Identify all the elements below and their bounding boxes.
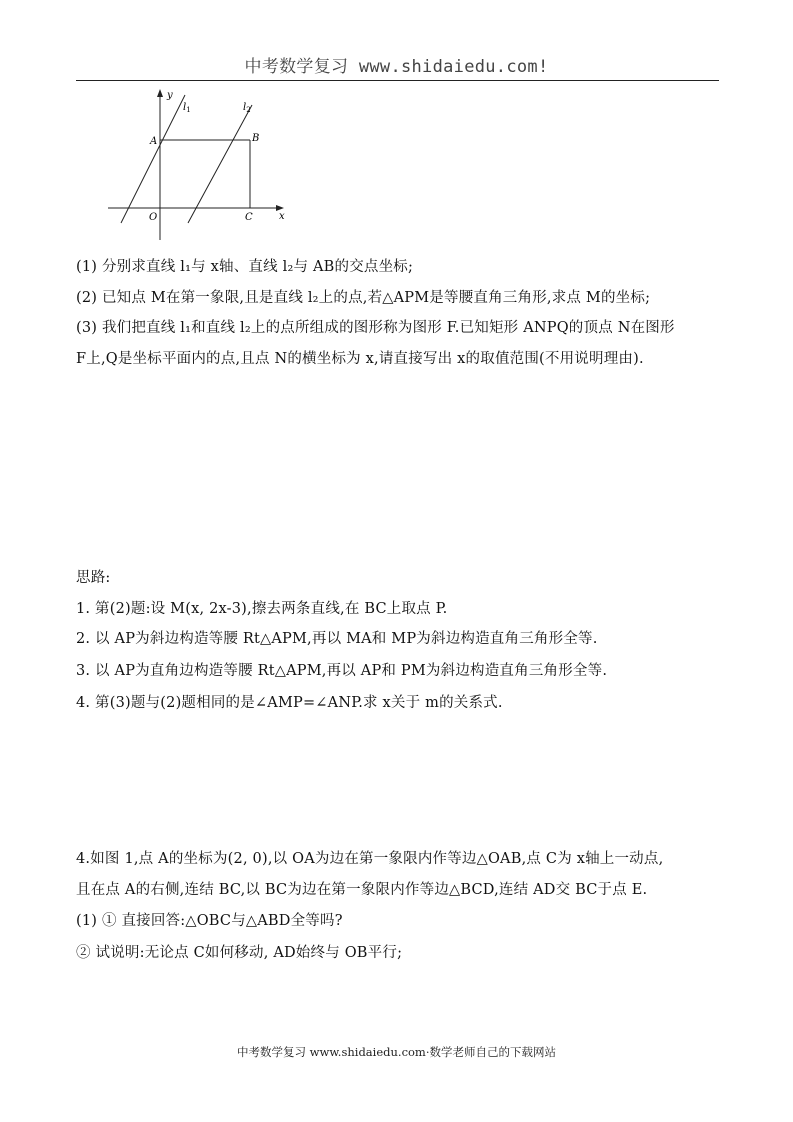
label-c: C — [245, 212, 253, 223]
problem-4-line-1: 4.如图 1,点 A的坐标为(2, 0),以 OA为边在第一象限内作等边△OAB,点 C为 x轴上一动点, — [76, 851, 664, 867]
label-y: y — [167, 90, 173, 101]
label-o: O — [149, 212, 158, 223]
question-3-line-2: F上,Q是坐标平面内的点,且点 N的横坐标为 x,请直接写出 x的取值范围(不用说明理由). — [76, 351, 644, 367]
line-l1 — [121, 95, 185, 223]
page-header: 中考数学复习 www.shidaiedu.com! — [244, 57, 549, 77]
problem-4-part-1a: (1) ① 直接回答:△OBC与△ABD全等吗? — [76, 913, 343, 929]
y-axis-arrow — [157, 89, 163, 97]
label-l1: $l_1$ — [183, 102, 191, 114]
label-l2: $l_2$ — [243, 102, 251, 114]
hint-2: 2. 以 AP为斜边构造等腰 Rt△APM,再以 MA和 MP为斜边构造直角三角形全等. — [76, 631, 598, 647]
label-b: B — [252, 133, 260, 144]
problem-4-line-2: 且在点 A的右侧,连结 BC,以 BC为边在第一象限内作等边△BCD,连结 AD交 BC于点 E. — [76, 882, 648, 898]
question-1: (1) 分别求直线 l₁与 x轴、直线 l₂与 AB的交点坐标; — [76, 259, 414, 275]
problem-4-part-1b: ② 试说明:无论点 C如何移动, AD始终与 OB平行; — [76, 945, 403, 961]
header-rule — [76, 80, 719, 81]
label-a: A — [150, 136, 158, 147]
hint-4: 4. 第(3)题与(2)题相同的是∠AMP=∠ANP.求 x关于 m的关系式. — [76, 695, 503, 711]
page-footer: 中考数学复习 www.shidaiedu.com·数学老师自己的下载网站 — [236, 1045, 556, 1059]
hint-title: 思路: — [76, 570, 111, 586]
question-2: (2) 已知点 M在第一象限,且是直线 l₂上的点,若△APM是等腰直角三角形,求点 M的坐标; — [76, 290, 651, 306]
question-3-line-1: (3) 我们把直线 l₁和直线 l₂上的点所组成的图形称为图形 F.已知矩形 ANPQ的顶点 N在图形 — [76, 320, 675, 336]
hint-1: 1. 第(2)题:设 M(x, 2x-3),擦去两条直线,在 BC上取点 P. — [76, 601, 448, 617]
hint-3: 3. 以 AP为直角边构造等腰 Rt△APM,再以 AP和 PM为斜边构造直角三角形全等. — [76, 663, 608, 679]
label-x: x — [279, 211, 285, 222]
coordinate-figure — [104, 88, 304, 248]
line-l2 — [188, 105, 252, 223]
